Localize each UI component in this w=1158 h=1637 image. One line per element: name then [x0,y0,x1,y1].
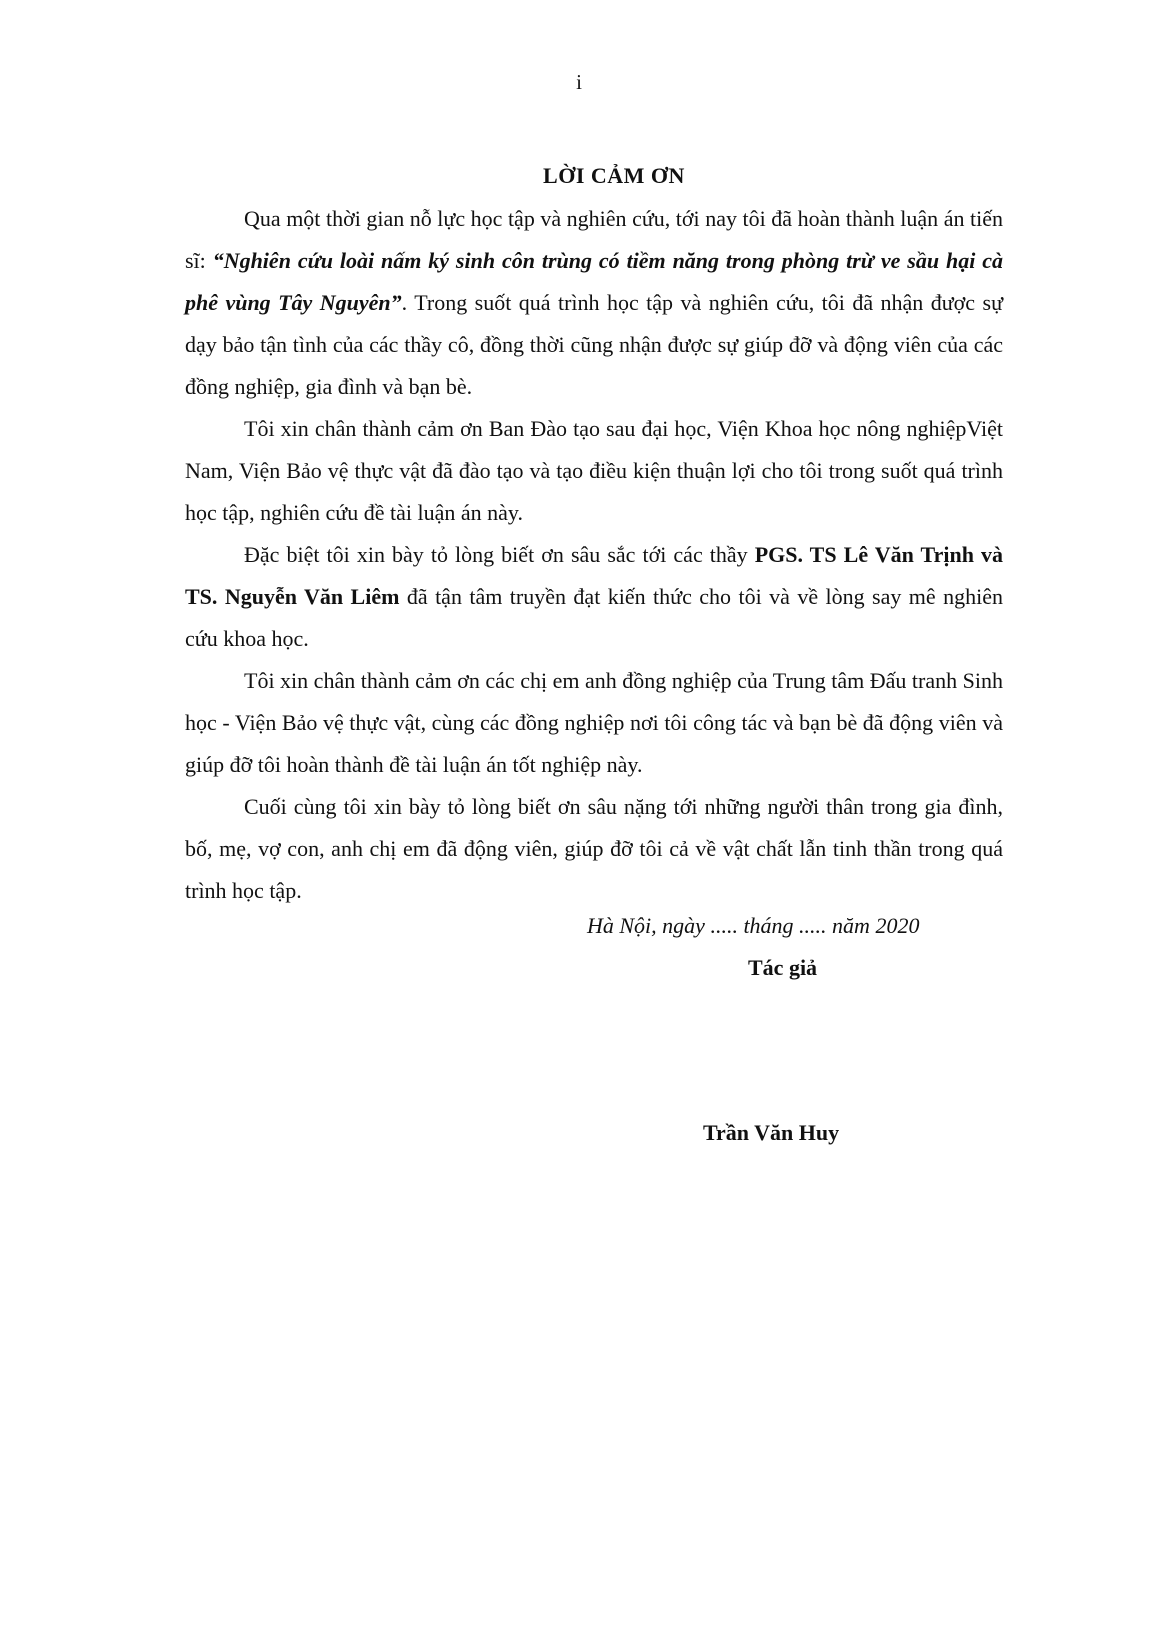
paragraph-3-rest: đã tận tâm truyền đạt kiến thức cho tôi và về lòng say mê nghiên cứu khoa học. [185,584,1003,651]
page-title: LỜI CẢM ƠN [543,163,685,188]
paragraph-1-intro: Qua một thời gian nỗ lực học tập và nghiên cứu, tới nay tôi đã hoàn thành luận án tiến sĩ: [185,206,1003,273]
signature-role: Tác giả [748,955,818,980]
author-name: Trần Văn Huy [703,1120,840,1145]
signature-place-date: Hà Nội, ngày ..... tháng ..... năm 2020 [587,913,920,938]
supervisor-names: PGS. TS Lê Văn Trịnh và TS. Nguyễn Văn Liêm [185,542,1003,609]
paragraph-3 [185,534,1003,660]
paragraph-1-rest: . Trong suốt quá trình học tập và nghiên cứu, tôi đã nhận được sự dạy bảo tận tình của các thầy cô, đồng thời cũng nhận được sự giúp đỡ và động viên của các đồng nghiệp, gia đình và bạn bè. [185,290,1004,399]
paragraph-2: Tôi xin chân thành cảm ơn Ban Đào tạo sau đại học, Viện Khoa học nông nghiệpViệt Nam, Viện Bảo vệ thực vật đã đào tạo và tạo điều kiện thuận lợi cho tôi trong suốt quá trình học tập, nghiên cứu đề tài luận án này. [185,416,1003,525]
page-number: i [576,70,582,94]
paragraph-5: Cuối cùng tôi xin bày tỏ lòng biết ơn sâu nặng tới những người thân trong gia đình, bố, mẹ, vợ con, anh chị em đã động viên, giúp đỡ tôi cả về vật chất lẫn tinh thần trong quá trình học tập. [185,794,1003,903]
paragraph-1 [185,198,1003,408]
acknowledgement-body [185,198,1003,912]
thesis-title: “Nghiên cứu loài nấm ký sinh côn trùng có tiềm năng trong phòng trừ ve sầu hại cà phê vùng Tây Nguyên” [185,248,1003,315]
paragraph-3-intro: Đặc biệt tôi xin bày tỏ lòng biết ơn sâu sắc tới các thầy [244,542,755,567]
paragraph-4: Tôi xin chân thành cảm ơn các chị em anh đồng nghiệp của Trung tâm Đấu tranh Sinh học - Viện Bảo vệ thực vật, cùng các đồng nghiệp nơi tôi công tác và bạn bè đã động viên và giúp đỡ tôi hoàn thành đề tài luận án tốt nghiệp này. [185,668,1003,777]
